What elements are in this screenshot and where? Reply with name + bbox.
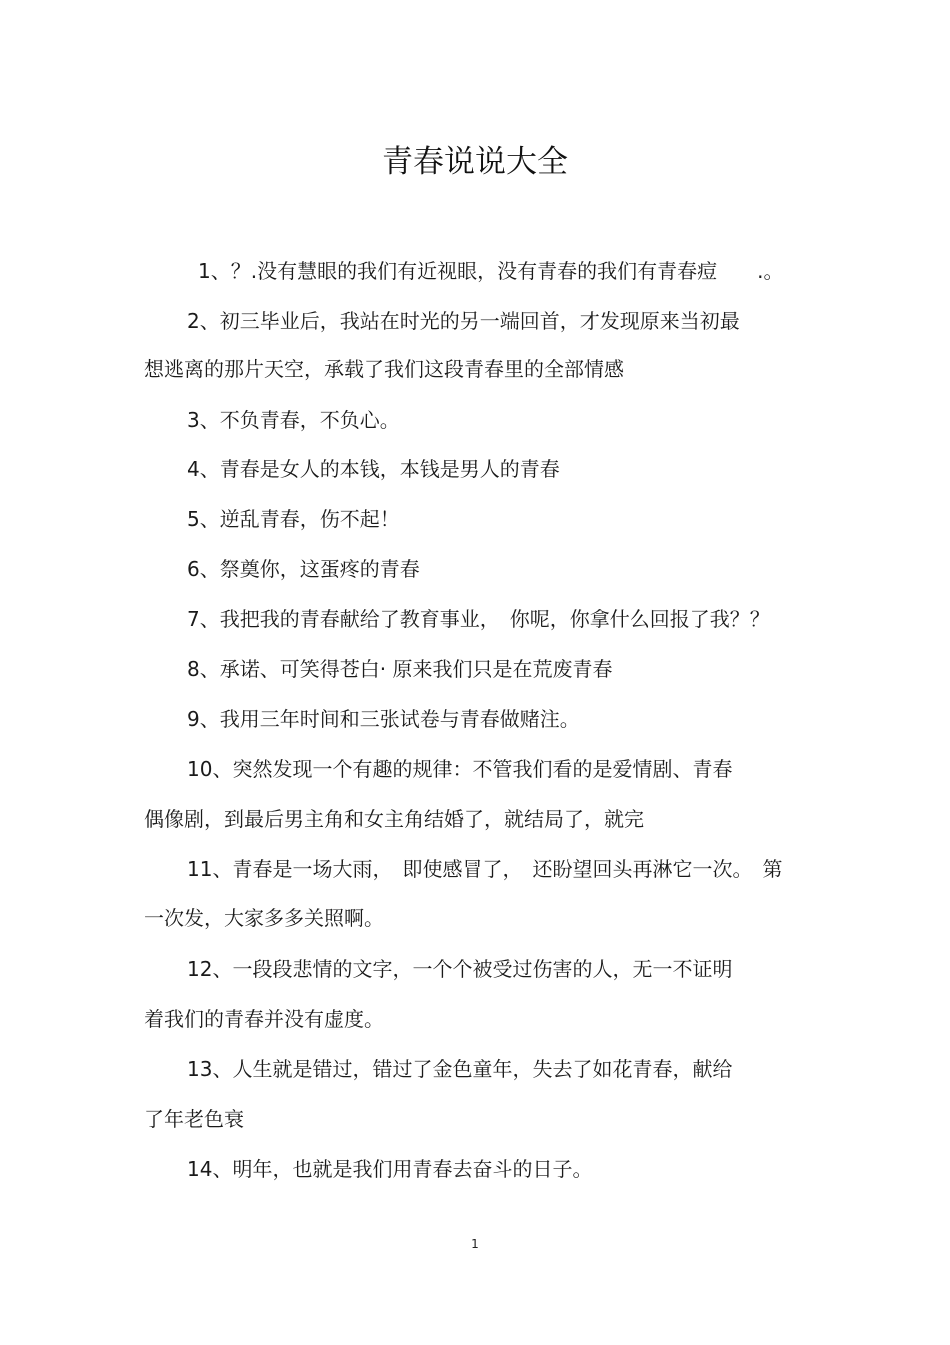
text-line-3: 3、不负青春，不负心。 [187,408,400,432]
text-line-6: 6、祭奠你，这蛋疼的青春 [187,557,420,581]
text-line-10-cont: 偶像剧，到最后男主角和女主角结婚了，就结局了，就完 [144,807,644,831]
text-line-13-cont: 了年老色衰 [144,1107,244,1131]
text-line-4: 4、青春是女人的本钱，本钱是男人的青春 [187,457,560,481]
text-line-11: 11、青春是一场大雨， 即使感冒了， 还盼望回头再淋它一次。 第 [187,857,783,881]
text-line-12: 12、一段段悲情的文字，一个个被受过伤害的人，无一不证明 [187,957,733,981]
document-title: 青春说说大全 [382,144,568,180]
text-line-10: 10、突然发现一个有趣的规律：不管我们看的是爱情剧、青春 [187,757,733,781]
text-line-2-cont: 想逃离的那片天空，承载了我们这段青春里的全部情感 [144,357,624,381]
text-line-12-cont: 着我们的青春并没有虚度。 [144,1007,384,1031]
text-line-8: 8、承诺、可笑得苍白· 原来我们只是在荒废青春 [187,657,613,681]
text-line-9: 9、我用三年时间和三张试卷与青春做赌注。 [187,707,580,731]
text-line-13: 13、人生就是错过，错过了金色童年，失去了如花青春，献给 [187,1057,733,1081]
text-line-2: 2、初三毕业后，我站在时光的另一端回首，才发现原来当初最 [187,309,740,333]
text-line-1: 1、？.没有慧眼的我们有近视眼，没有青春的我们有青春痘 .。 [198,259,784,283]
text-line-7: 7、我把我的青春献给了教育事业， 你呢，你拿什么回报了我？？ [187,607,770,631]
text-line-5: 5、逆乱青春，伤不起！ [187,507,400,531]
text-line-14: 14、明年，也就是我们用青春去奋斗的日子。 [187,1157,593,1181]
page-number: 1 [471,1237,479,1251]
text-line-11-cont: 一次发，大家多多关照啊。 [144,906,384,930]
